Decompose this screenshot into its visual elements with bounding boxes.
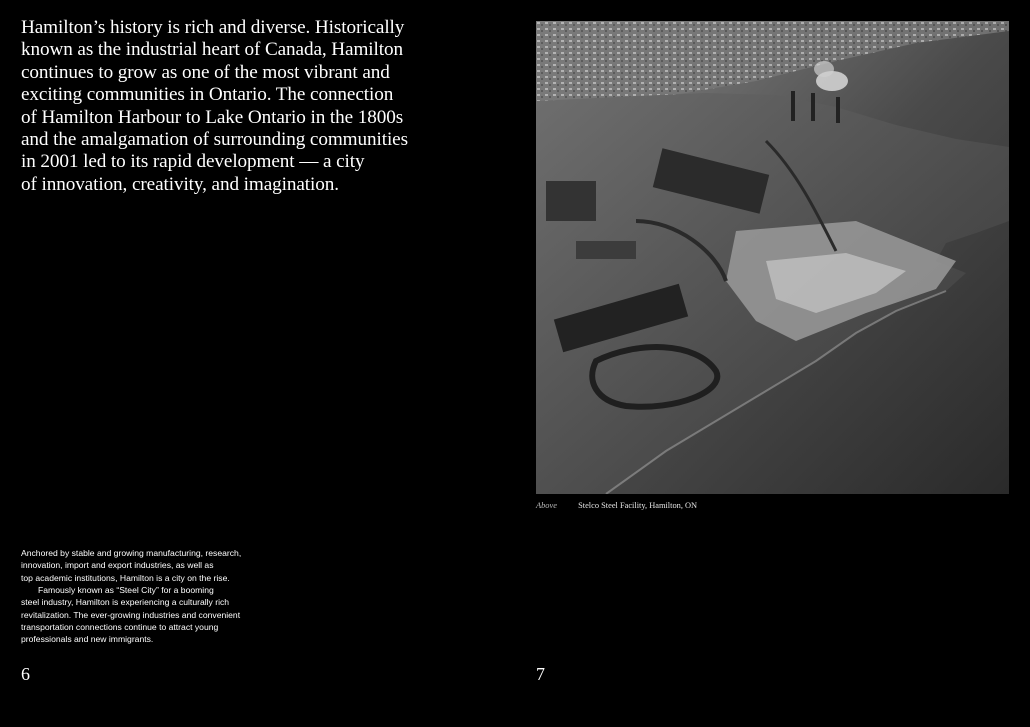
- intro-line: and the amalgamation of surrounding communities: [21, 129, 408, 151]
- aerial-photo: [536, 21, 1009, 494]
- body-line: steel industry, Hamilton is experiencing a culturally rich: [21, 597, 230, 608]
- photo-caption: [536, 500, 1009, 512]
- caption-label: Above: [536, 501, 557, 510]
- body-line: transportation connections continue to attract young: [21, 622, 219, 633]
- intro-line: exciting communities in Ontario. The connection: [21, 84, 394, 106]
- caption-text: Stelco Steel Facility, Hamilton, ON: [578, 501, 698, 510]
- body-line: innovation, import and export industries, as well as: [21, 560, 214, 571]
- body-line: professionals and new immigrants.: [21, 634, 154, 645]
- intro-line: continues to grow as one of the most vibrant and: [21, 61, 390, 83]
- intro-line: of Hamilton Harbour to Lake Ontario in the 1800s: [21, 106, 404, 128]
- page-number-right: 7: [536, 664, 545, 684]
- aerial-photo-illustration: [536, 21, 1009, 494]
- intro-line: known as the industrial heart of Canada, Hamilton: [21, 39, 403, 61]
- body-line: Anchored by stable and growing manufacturing, research,: [21, 548, 242, 558]
- intro-line: Hamilton’s history is rich and diverse. Historically: [21, 17, 405, 38]
- page-number-left: 6: [21, 664, 30, 684]
- body-line: revitalization. The ever-growing industries and convenient: [21, 609, 241, 620]
- intro-line: in 2001 led to its rapid development — a city: [21, 151, 365, 173]
- intro-line: of innovation, creativity, and imagination.: [21, 173, 339, 195]
- body-paragraphs: [21, 547, 281, 646]
- body-line: Famously known as “Steel City” for a booming: [38, 585, 214, 596]
- intro-paragraph: [21, 17, 431, 196]
- body-line: top academic institutions, Hamilton is a city on the rise.: [21, 572, 230, 583]
